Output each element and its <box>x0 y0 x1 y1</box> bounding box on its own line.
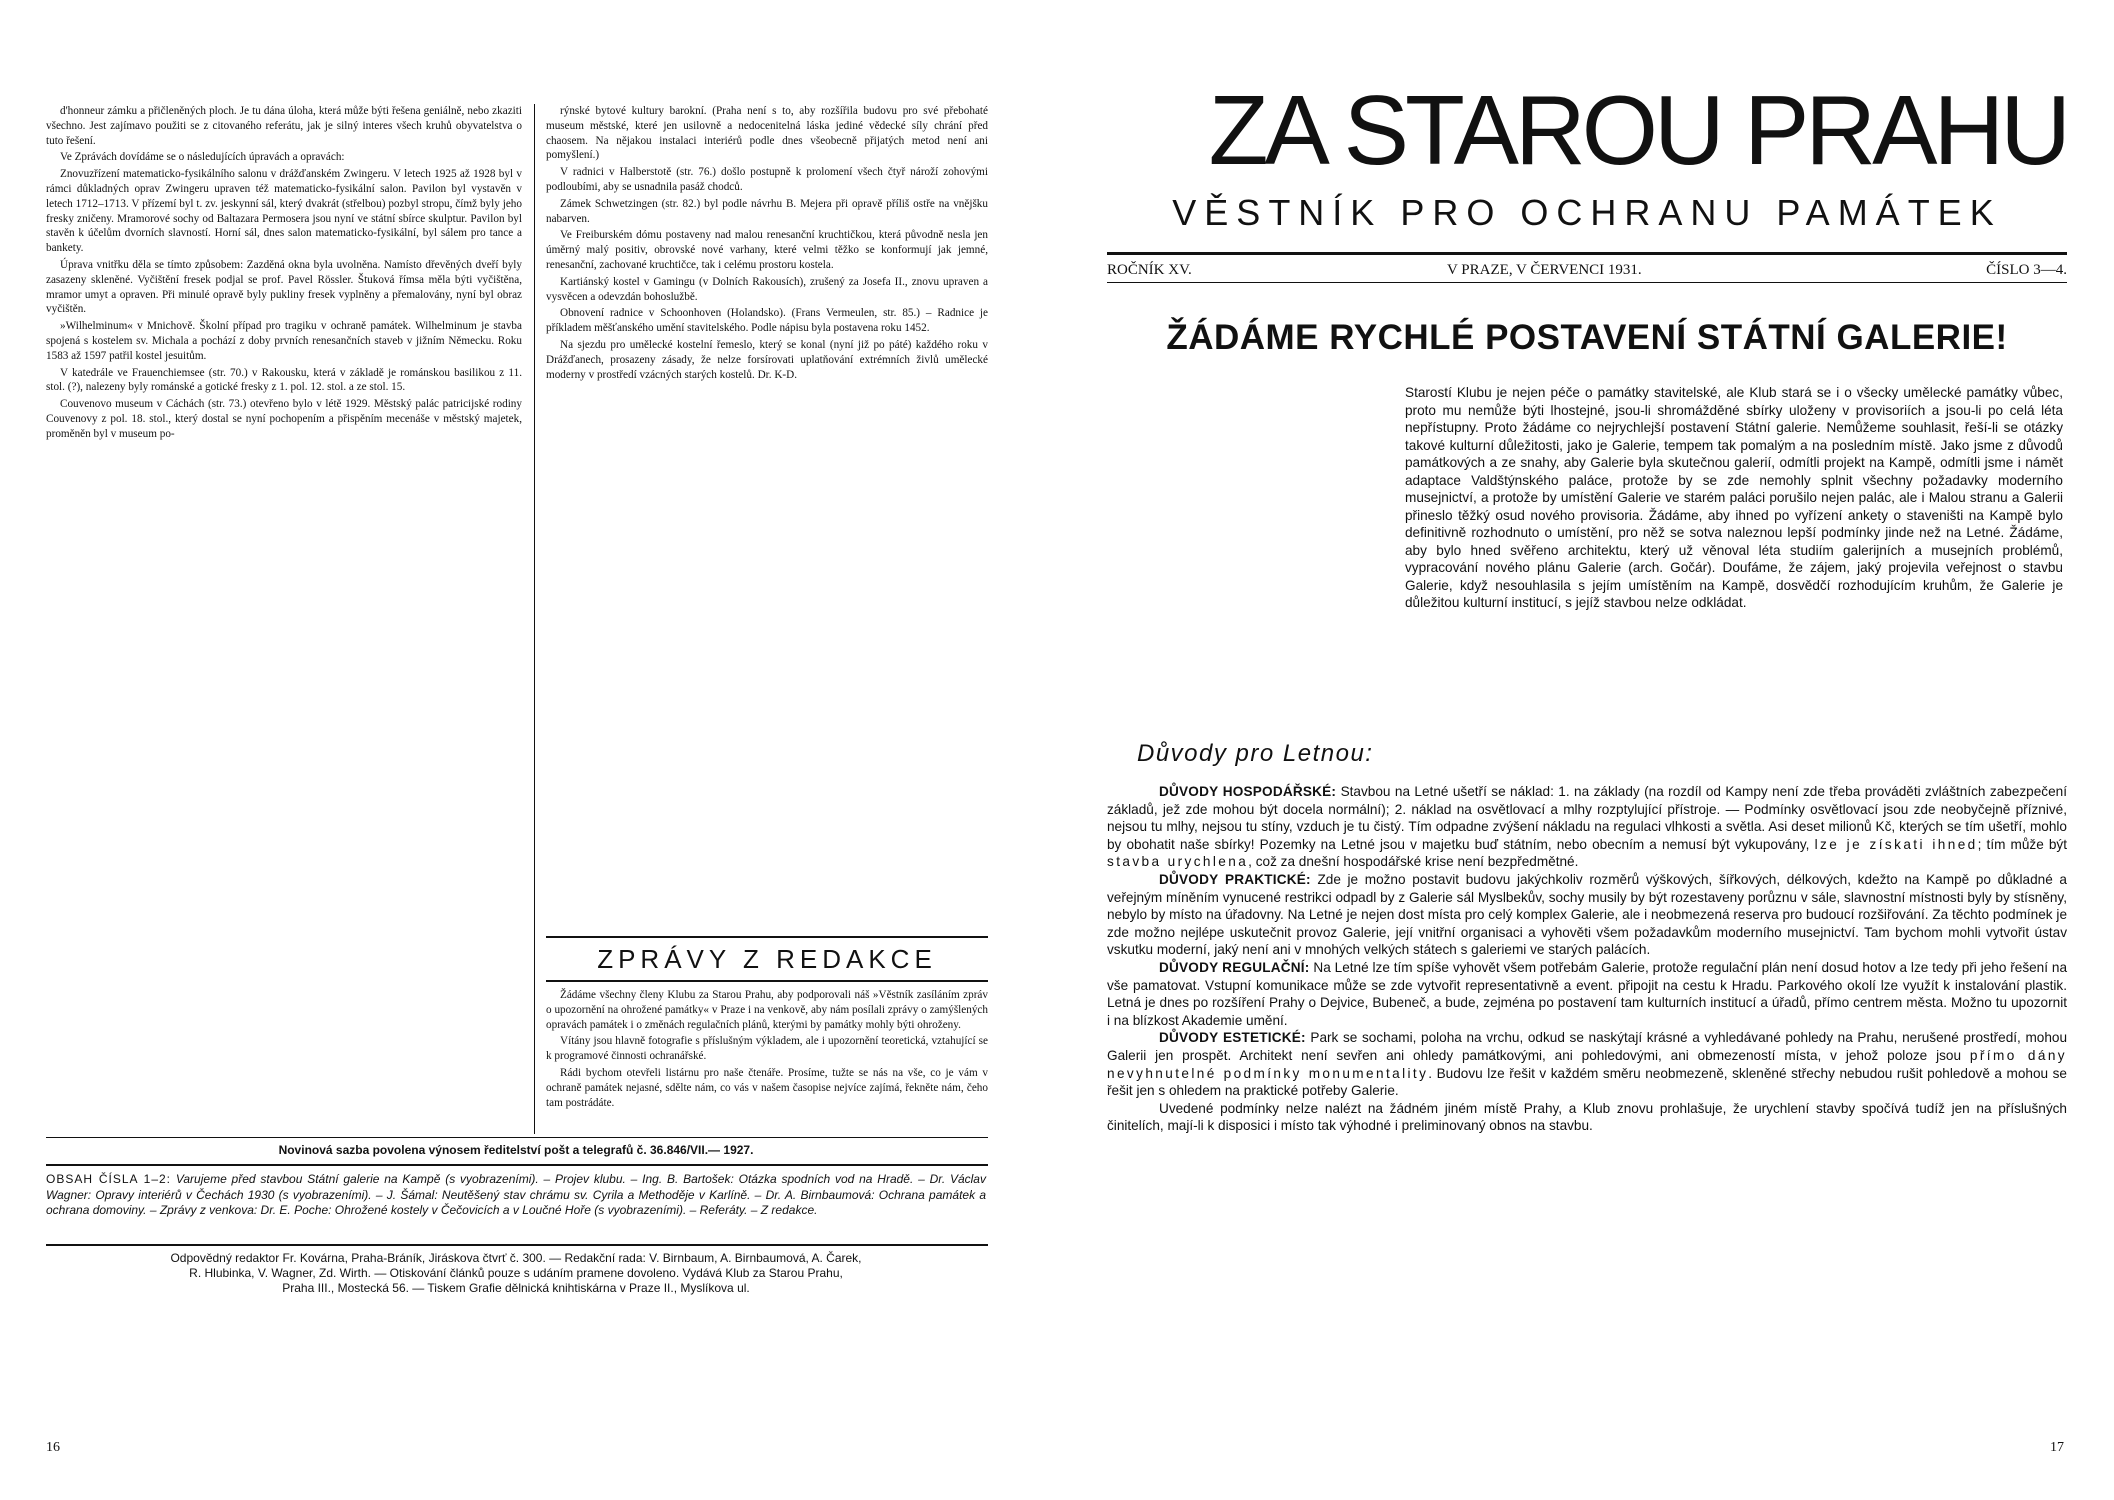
body-paragraph: V katedrále ve Frauenchiemsee (str. 70.) v Rakousku, která v základě je románskou basilikou z 11. stol. (?), nalezeny byly románské a gotické fresky z 1. pol. 12. stol. a ze stol. 15. <box>46 366 522 394</box>
reasons-section <box>1107 783 2067 1135</box>
closing-paragraph: Uvedené podmínky nelze nalézt na žádném jiném místě Prahy, a Klub znovu prohlašuje, že urychlení stavby spočívá tudíž jen na příslušných činitelích, mají-li k disposici i místo tak výhodné i preliminovaný obnos na stavbu. <box>1107 1100 2067 1134</box>
reason-emphasis: stavba urychlena <box>1107 854 1249 870</box>
redakce-heading: ZPRÁVY Z REDAKCE <box>597 944 937 974</box>
issue-line-rule <box>1107 282 2067 283</box>
page-number-right: 17 <box>2050 1440 2064 1455</box>
issue-number: ČÍSLO 3—4. <box>1986 262 2067 278</box>
editorial-imprint <box>46 1251 986 1296</box>
redakce-top-rule <box>546 936 988 938</box>
redakce-text <box>546 988 988 1138</box>
masthead-title: ZA STAROU PRAHU <box>1208 75 2067 185</box>
page-number-left: 16 <box>46 1440 60 1455</box>
body-paragraph: Ve Zprávách dovídáme se o následujících úpravách a opravách: <box>60 151 345 164</box>
reason-paragraph <box>1107 1029 2067 1099</box>
body-paragraph: Žádáme všechny členy Klubu za Starou Prahu, aby podporovali náš »Věstník zasíláním zpráv o upozornění na ohrožené památky« v Praze i na venkově, aby nám posílali zprávy o zamýšlených opravách památek i o změnách regulačních plánů, kterými by památky mohly býti ohroženy. <box>546 989 988 1031</box>
body-paragraph: »Wilhelminum« v Mnichově. Školní případ pro tragiku v ochraně památek. Wilhelminum je stavba spojená s kostelem sv. Michala a pochází z doby prvních renesančních staveb v jižním Německu. Roku 1583 až 1597 patřil kostel jesuitům. <box>46 320 522 362</box>
reason-text: Zde je možno postavit budovu jakýchkoliv rozměrů výškových, šířkových, délkových, kdežto na Kampě po důkladné a veřejným míněním vynucené restrikci odpadl by z Galerie sál Myslbekův, sochy musily by být rozestaveny porůznu v sále, slavnostní místnosti byly by stísněny, nebylo by místo na úřadovny. Na Letné je nejen dost místa pro celý komplex Galerie, ale i neobmezená reserva pro budoucí rozšiřování. Za těchto podmínek je zde možno nejlépe uskutečnit provoz Galerie, její vnitřní organisaci a vyhověti všem požadavkům moderního musejnictví. Tam bychom mohli vytvořit ústav vskutku moderní, jaký není ani v mnohých velkých státech s galeriemi ve starých palácích. <box>1107 871 2067 958</box>
reason-paragraph <box>1107 871 2067 959</box>
body-paragraph: rýnské bytové kultury barokní. (Praha není s to, aby rozšířila budovu pro své přebohaté museum městské, které jen usilovně a nedocenitelná láska jediné vědecké síly chrání před chaosem. Na nějakou instalaci interiérů podle dnes všeobecně přijatých metod není ani pomyšlení.) <box>546 105 988 162</box>
body-paragraph: Ve Freiburském dómu postaveny nad malou renesanční kruchtičkou, která původně nesla jen úměrný malý positiv, obrovské nové varhany, které velmi těžko se konformují jak jemné, renesanční, zachované kruchtičce, tak i celému prostoru kostela. <box>546 229 988 271</box>
issue-volume: ROČNÍK XV. <box>1107 262 1192 278</box>
reason-text: ; tím může být <box>1977 836 2068 852</box>
reason-text: Stavbou na Letné ušetří se náklad: 1. na základy (na rozdíl od Kampy není zde třeba prováděti zvláštních zabezpečení základů, jež zde mohou být docela normální); 2. náklad na osvětlovací a mlhy rozptylující přístroje. — Podmínky osvětlovací jsou zde neobyčejně příznivé, nejsou tu mlhy, nejsou tu stíny, vzduch je tu čistý. Tím odpadne zvýšení nákladu na regulaci vlhkosti a světla. Asi deset milionů Kč, kterých se tím ušetří, mohlo by obohatit naše sbírky! Pozemky na Letné jsou v majetku buď státním, nebo obecním a nemusí být vykupovány, <box>1107 784 2067 852</box>
right-page <box>1057 0 2114 1500</box>
body-paragraph: Vítány jsou hlavně fotografie s příslušným výkladem, ale i upozornění teoretická, vztahující se k programové činnosti ochranářské. <box>546 1035 988 1063</box>
reason-label: DŮVODY PRAKTICKÉ: <box>1159 871 1311 887</box>
body-paragraph: Znovuzřízení matematicko-fysikálního salonu v drážďanském Zwingeru. V letech 1925 až 1928 byl v rámci důkladných oprav Zwingeru upraven též matematicko-fysikální salon. Pavilon byl vystavěn v letech 1712–1713. V přízemí byl t. zv. jeskynní sál, který dvakrát (střelbou) pozbyl stropu, čímž byly jeho fresky zničeny. Mramorové sochy od Baltazara Permosera jsou nyní ve státní sbírce skulptur. Pavilon byl stavěn k účelům dvorních slavností. Horní sál, dnes salon matematicko-fysikální, byl sálem pro tance a bankety. <box>46 168 522 255</box>
body-paragraph: Rádi bychom otevřeli listárnu pro naše čtenáře. Prosíme, tužte se nás na vše, co je vám v ochraně památek nejasné, sdělte nám, co vás v našem časopise nejvíce zajímá, řekněte nám, čeho tam postrádáte. <box>546 1066 988 1109</box>
reason-label: DŮVODY REGULAČNÍ: <box>1159 959 1310 975</box>
intro-paragraph: Starostí Klubu je nejen péče o památky stavitelské, ale Klub stará se i o všecky umělecké památky vůbec, proto mu nemůže býti lhostejné, jsou-li shromážděné sbírky uloženy v provisoriích a jsou-li po celá léta nepřístupny. Proto žádáme co nejrychlejší postavení Státní galerie. Nemůžeme souhlasit, řeší-li se otázky takové kulturní důležitosti, jako je Galerie, tempem tak pomalým a na posledním místě. Jako jsme z důvodů památkových a ze snahy, aby Galerie byla skutečnou galerií, odmítli projekt na Kampě, odmítli jsme i námět adaptace Valdštýnského paláce, protože by se zde nemohly splnit všechny požadavky moderního musejnictví, a protože by umístění Galerie ve starém paláci porušilo nejen palác, ale i Malou stranu a Galerii přineslo těžký osud nového provisoria. Žádáme, aby ihned po vyřízení ankety o staveništi na Kampě bylo definitivně rozhodnuto o umístění, pro něž se sotva naleznou lepší podmínky jinde než na Letné. Žádáme, aby bylo hned svěřeno architektu, který už věnoval léta studiím galerijních a musejních problémů, vypracování nového plánu Galerie (arch. Gočár). Doufáme, že zájem, jaký projevila veřejnost o stavbu Galerie, když nesouhlasila s jejím umístěním na Kampě, dosvědčí rozhodujícím kruhům, že Galerie je důležitou kulturní institucí, s jejíž stavbou nelze odkládat. <box>1405 385 2063 610</box>
contents-bottom-rule <box>46 1244 988 1246</box>
body-paragraph: Úprava vnitřku děla se tímto způsobem: Zazděná okna byla uvolněna. Namísto dřevěných dveří byly zasazeny skleněné. Vyčištění fresek podjal se prof. Pavel Rössler. Štuková římsa měla býti vyčištěna, mramor umyt a opraven. Při minulé opravě byly pukliny fresek vyplněny a přemalovány, nyní byl obraz vyčištěn. <box>46 258 522 316</box>
body-paragraph: V radnici v Halberstotě (str. 76.) došlo postupně k prolomení všech čtyř nároží zohovými podloubími, aby se usnadnila pasáž chodců. <box>546 166 988 193</box>
reason-paragraph <box>1107 783 2067 871</box>
reason-label: DŮVODY ESTETICKÉ: <box>1159 1030 1306 1046</box>
masthead-rule <box>1107 252 2067 255</box>
imprint-line: Praha III., Mostecká 56. — Tiskem Grafie dělnická knihtiskárna v Praze II., Myslíkova ul. <box>282 1281 750 1295</box>
body-paragraph: d'honneur zámku a přičleněných ploch. Je tu dána úloha, která může býti řešena geniálně, nebo zkaziti všechno. Jest zajímavo použiti se z citovaného referátu, jak je silný interes všech kruhů obyvatelstva o tuto řešení. <box>46 105 522 147</box>
article-intro <box>1405 384 2063 612</box>
redakce-bottom-rule <box>546 980 988 982</box>
article-headline: ŽÁDÁME RYCHLÉ POSTAVENÍ STÁTNÍ GALERIE! <box>1166 318 2008 357</box>
reason-text: Park se sochami, poloha na vrchu, odkud se naskýtají krásné a vyhledávané pohledy na Prahu, nerušené prostředí, mohou Galerii jen prospět. Architekt není sevřen ani ohledy památkovými, ani pohledovými, ani obmezeností místa, v jehož poloze jsou <box>1107 1030 2068 1063</box>
issue-date: V PRAZE, V ČERVENCI 1931. <box>1447 262 1642 278</box>
reason-emphasis: lze je získati ihned <box>1814 836 1978 852</box>
reason-text: . Budovu lze řešit v každém směru neobmezeně, skleněné střechy nebudou rušit pohledově a mohou se řešit jen s ohledem na praktické potřeby Galerie. <box>1107 1065 2067 1099</box>
imprint-line: R. Hlubinka, V. Wagner, Zd. Wirth. — Otiskování článků pouze s udáním pramene dovoleno. Vydává Klub za Starou Prahu, <box>189 1266 843 1280</box>
masthead-subtitle: VĚSTNÍK PRO OCHRANU PAMÁTEK <box>1172 192 2002 233</box>
postal-notice: Novinová sazba povolena výnosem ředitelství pošt a telegrafů č. 36.846/VII.— 1927. <box>278 1143 754 1157</box>
body-paragraph: Na sjezdu pro umělecké kostelní řemeslo, který se konal (nyní již po páté) každého roku v Drážďanech, prosazeny zásady, že nelze forsírovati uplatňování extrémních živlů umělecké moderny v prostředí vzácných starých kostelů. Dr. K-D. <box>546 338 988 381</box>
column-divider <box>534 104 535 1134</box>
issue-contents <box>46 1172 986 1219</box>
reason-label: DŮVODY HOSPODÁŘSKÉ: <box>1159 784 1337 799</box>
left-column-text <box>46 104 522 1134</box>
contents-text: Varujeme před stavbou Státní galerie na Kampě (s vyobrazeními). – Projev klubu. – Ing. B. Bartošek: Otázka spodních vod na Hradě. – Dr. Václav Wagner: Opravy interiérů v Čechách 1930 (s vyobrazeními). – J. Šámal: Neutěšený stav chrámu sv. Cyrila a Methoděje v Karlíně. – Dr. A. Birnbaumová: Ochrana památek a ochrana domoviny. – Zprávy z venkova: Dr. E. Poche: Ohrožené kostely v Čečovicích a v Loučné Hoře (s vyobrazeními). – Referáty. – Z redakce. <box>46 1172 986 1217</box>
footer-top-rule <box>46 1137 988 1138</box>
contents-label: OBSAH ČÍSLA 1–2: <box>46 1172 172 1186</box>
body-paragraph: Kartiánský kostel v Gamingu (v Dolních Rakousích), zrušený za Josefa II., znovu upraven a vysvěcen a odevzdán bohoslužbě. <box>546 275 988 303</box>
body-paragraph: Couvenovo museum v Cáchách (str. 73.) otevřeno bylo v létě 1929. Městský palác patricijské rodiny Couvenovy z pol. 18. stol., který dostal se nyní pochopením a přispěním mecenáše v městský majetek, proměněn byl v museum po- <box>46 398 522 440</box>
middle-column-text <box>546 104 988 934</box>
body-paragraph: Zámek Schwetzingen (str. 82.) byl podle návrhu B. Mejera při opravě příliš ostře na vnějšku nabarven. <box>546 197 988 225</box>
contents-top-rule <box>46 1164 988 1166</box>
reason-text: , což za dnešní hospodářské krise není bezpředmětné. <box>1248 854 1579 870</box>
imprint-line: Odpovědný redaktor Fr. Kovárna, Praha-Bráník, Jiráskova čtvrť č. 300. — Redakční rada: V. Birnbaum, A. Birnbaumová, A. Čarek, <box>170 1251 862 1265</box>
reason-paragraph <box>1107 959 2067 1029</box>
reason-text: Na Letné lze tím spíše vyhovět všem potřebám Galerie, protože regulační plán není dosud hotov a lze tedy při jeho řešení na vše pamatovat. Vstupní komunikace může se zde vytvořit representativně a event. připojit na cestu k Hradu. Parkového okolí lze využít k instalování plastik. Letná je dnes po rozšíření Prahy o Dejvice, Bubeneč, a bude, zejména po postavení tam kulturních institucí a úřadů, přímo centrem města. Možno tu upozornit i na blízkost Akademie umění. <box>1107 959 2068 1028</box>
reason-emphasis: přímo dány nevyhnutelné podmínky monumentality <box>1107 1047 2067 1081</box>
body-paragraph: Obnovení radnice v Schoonhoven (Holandsko). (Frans Vermeulen, str. 85.) – Radnice je příkladem měšťanského umění stavitelského. Podle nápisu byla postavena roku 1452. <box>546 307 988 335</box>
reasons-heading: Důvody pro Letnou: <box>1137 740 1374 767</box>
